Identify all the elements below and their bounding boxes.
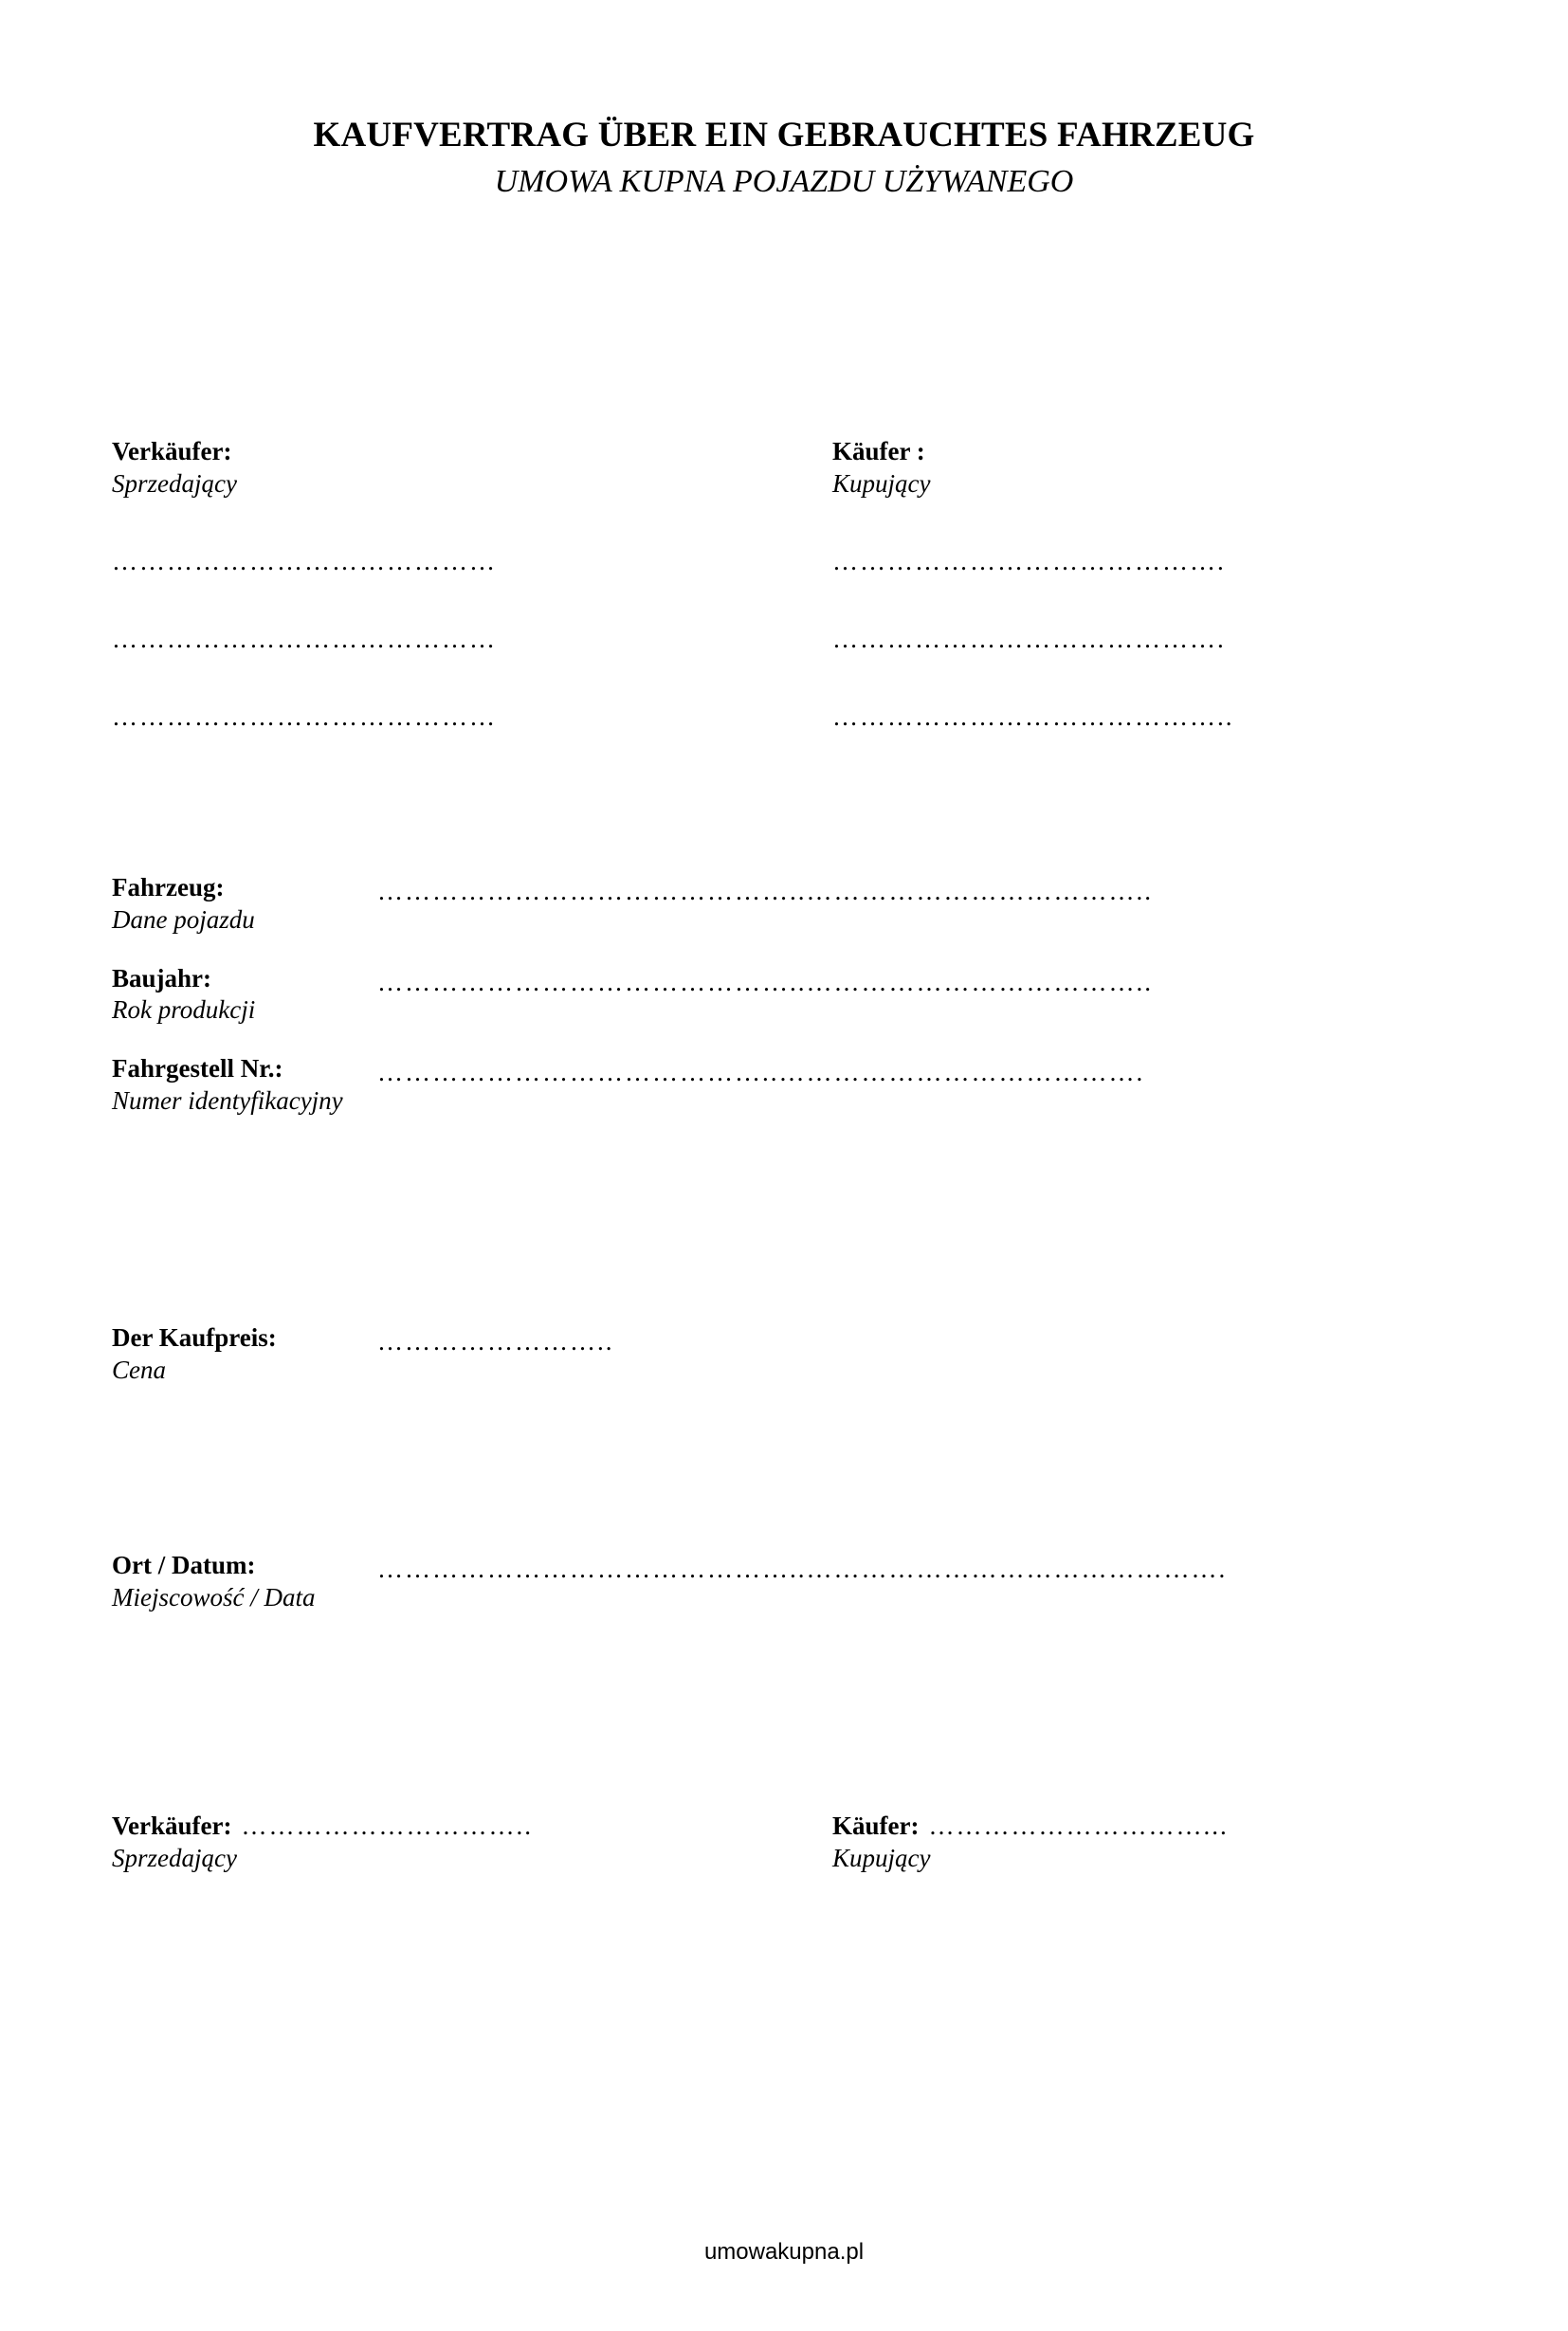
buyer-fill-line-2[interactable] xyxy=(832,624,1458,701)
field-price-label-de: Der Kaufpreis: xyxy=(112,1323,277,1352)
seller-fill-line-3[interactable] xyxy=(112,701,832,779)
field-year[interactable] xyxy=(112,963,1458,1028)
spacer xyxy=(112,1027,1458,1053)
seller-signature-line[interactable] xyxy=(112,1811,832,1843)
parties-section xyxy=(112,436,1458,779)
field-vehicle-label-de: Fahrzeug: xyxy=(112,873,225,901)
field-vehicle-input[interactable] xyxy=(377,872,1458,908)
seller-fill-line-2[interactable] xyxy=(112,624,832,701)
dotted-line: …………………………... xyxy=(928,1812,1229,1840)
field-vin[interactable] xyxy=(112,1053,1458,1118)
field-place-date-labels xyxy=(112,1550,377,1614)
field-vehicle[interactable] xyxy=(112,872,1458,937)
seller-label-pl: Sprzedający xyxy=(112,468,237,498)
seller-fill-lines xyxy=(112,546,832,779)
dotted-line: ……………………………………. xyxy=(832,624,1226,653)
field-vin-label-pl: Numer identyfikacyjny xyxy=(112,1085,343,1115)
buyer-fill-line-3[interactable] xyxy=(832,701,1458,779)
buyer-signature-label-de: Käufer: xyxy=(832,1812,920,1840)
dotted-line: …………………………………….. xyxy=(832,701,1234,731)
dotted-line: …………………………………… xyxy=(112,546,497,575)
seller-signature-label-de: Verkäufer: xyxy=(112,1812,232,1840)
dotted-line: …………………………………… xyxy=(112,701,497,731)
dotted-line: ………………………………………..……………………………….. xyxy=(377,967,1153,996)
buyer-label-de: Käufer : xyxy=(832,437,925,465)
dotted-line: ………………………………………..………………………………………. xyxy=(377,1555,1228,1583)
buyer-fill-line-1[interactable] xyxy=(832,546,1458,624)
spacer xyxy=(112,937,1458,963)
seller-signature-label-pl: Sprzedający xyxy=(112,1843,237,1872)
field-place-date-label-pl: Miejscowość / Data xyxy=(112,1582,316,1612)
buyer-signature-label-pl: Kupujący xyxy=(832,1843,931,1872)
footer-site-label: umowakupna.pl xyxy=(703,2239,865,2265)
buyer-fill-lines xyxy=(832,546,1458,779)
field-vin-labels xyxy=(112,1053,377,1118)
field-year-label-pl: Rok produkcji xyxy=(112,995,256,1025)
seller-signature-block[interactable] xyxy=(112,1811,832,1875)
dotted-line: …………………….. xyxy=(377,1327,614,1356)
dotted-line: ………………………………………..……………………………….. xyxy=(377,877,1153,905)
buyer-signature-block[interactable] xyxy=(832,1811,1458,1875)
signatures-section xyxy=(112,1811,1458,1875)
seller-fill-line-1[interactable] xyxy=(112,546,832,624)
field-price-label-pl: Cena xyxy=(112,1355,166,1384)
vehicle-fields-section xyxy=(112,872,1458,1118)
page-subtitle: UMOWA KUPNA POJAZDU UŻYWANEGO xyxy=(494,164,1074,200)
dotted-line: …………………………………… xyxy=(112,624,497,653)
field-vehicle-label-pl: Dane pojazdu xyxy=(112,904,255,934)
field-place-date[interactable] xyxy=(112,1550,1458,1614)
buyer-signature-line[interactable] xyxy=(832,1811,1458,1843)
buyer-party-block xyxy=(832,436,1458,779)
dotted-line: ………………………….. xyxy=(241,1812,533,1840)
contract-page xyxy=(0,114,1568,2331)
field-vin-input[interactable] xyxy=(377,1053,1458,1089)
field-vehicle-labels xyxy=(112,872,377,937)
seller-party-block xyxy=(112,436,832,779)
place-date-section xyxy=(112,1550,1458,1614)
field-price-labels xyxy=(112,1322,377,1387)
field-place-date-input[interactable] xyxy=(377,1550,1458,1586)
field-price[interactable] xyxy=(112,1322,1458,1387)
field-year-input[interactable] xyxy=(377,963,1458,999)
footer xyxy=(0,2239,1568,2266)
field-price-input[interactable] xyxy=(377,1322,1458,1358)
field-year-label-de: Baujahr: xyxy=(112,963,212,992)
field-vin-label-de: Fahrgestell Nr.: xyxy=(112,1054,283,1083)
price-section xyxy=(112,1322,1458,1387)
document-title-block xyxy=(0,114,1568,203)
parties-headings-row xyxy=(112,436,1458,779)
field-year-labels xyxy=(112,963,377,1028)
page-title: KAUFVERTRAG ÜBER EIN GEBRAUCHTES FAHRZEUG xyxy=(313,116,1255,155)
dotted-line: ……………………………………..…………………………………. xyxy=(377,1058,1145,1086)
buyer-label-pl: Kupujący xyxy=(832,468,931,498)
dotted-line: ……………………………………. xyxy=(832,546,1226,575)
seller-label-de: Verkäufer: xyxy=(112,437,232,465)
field-place-date-label-de: Ort / Datum: xyxy=(112,1551,256,1579)
